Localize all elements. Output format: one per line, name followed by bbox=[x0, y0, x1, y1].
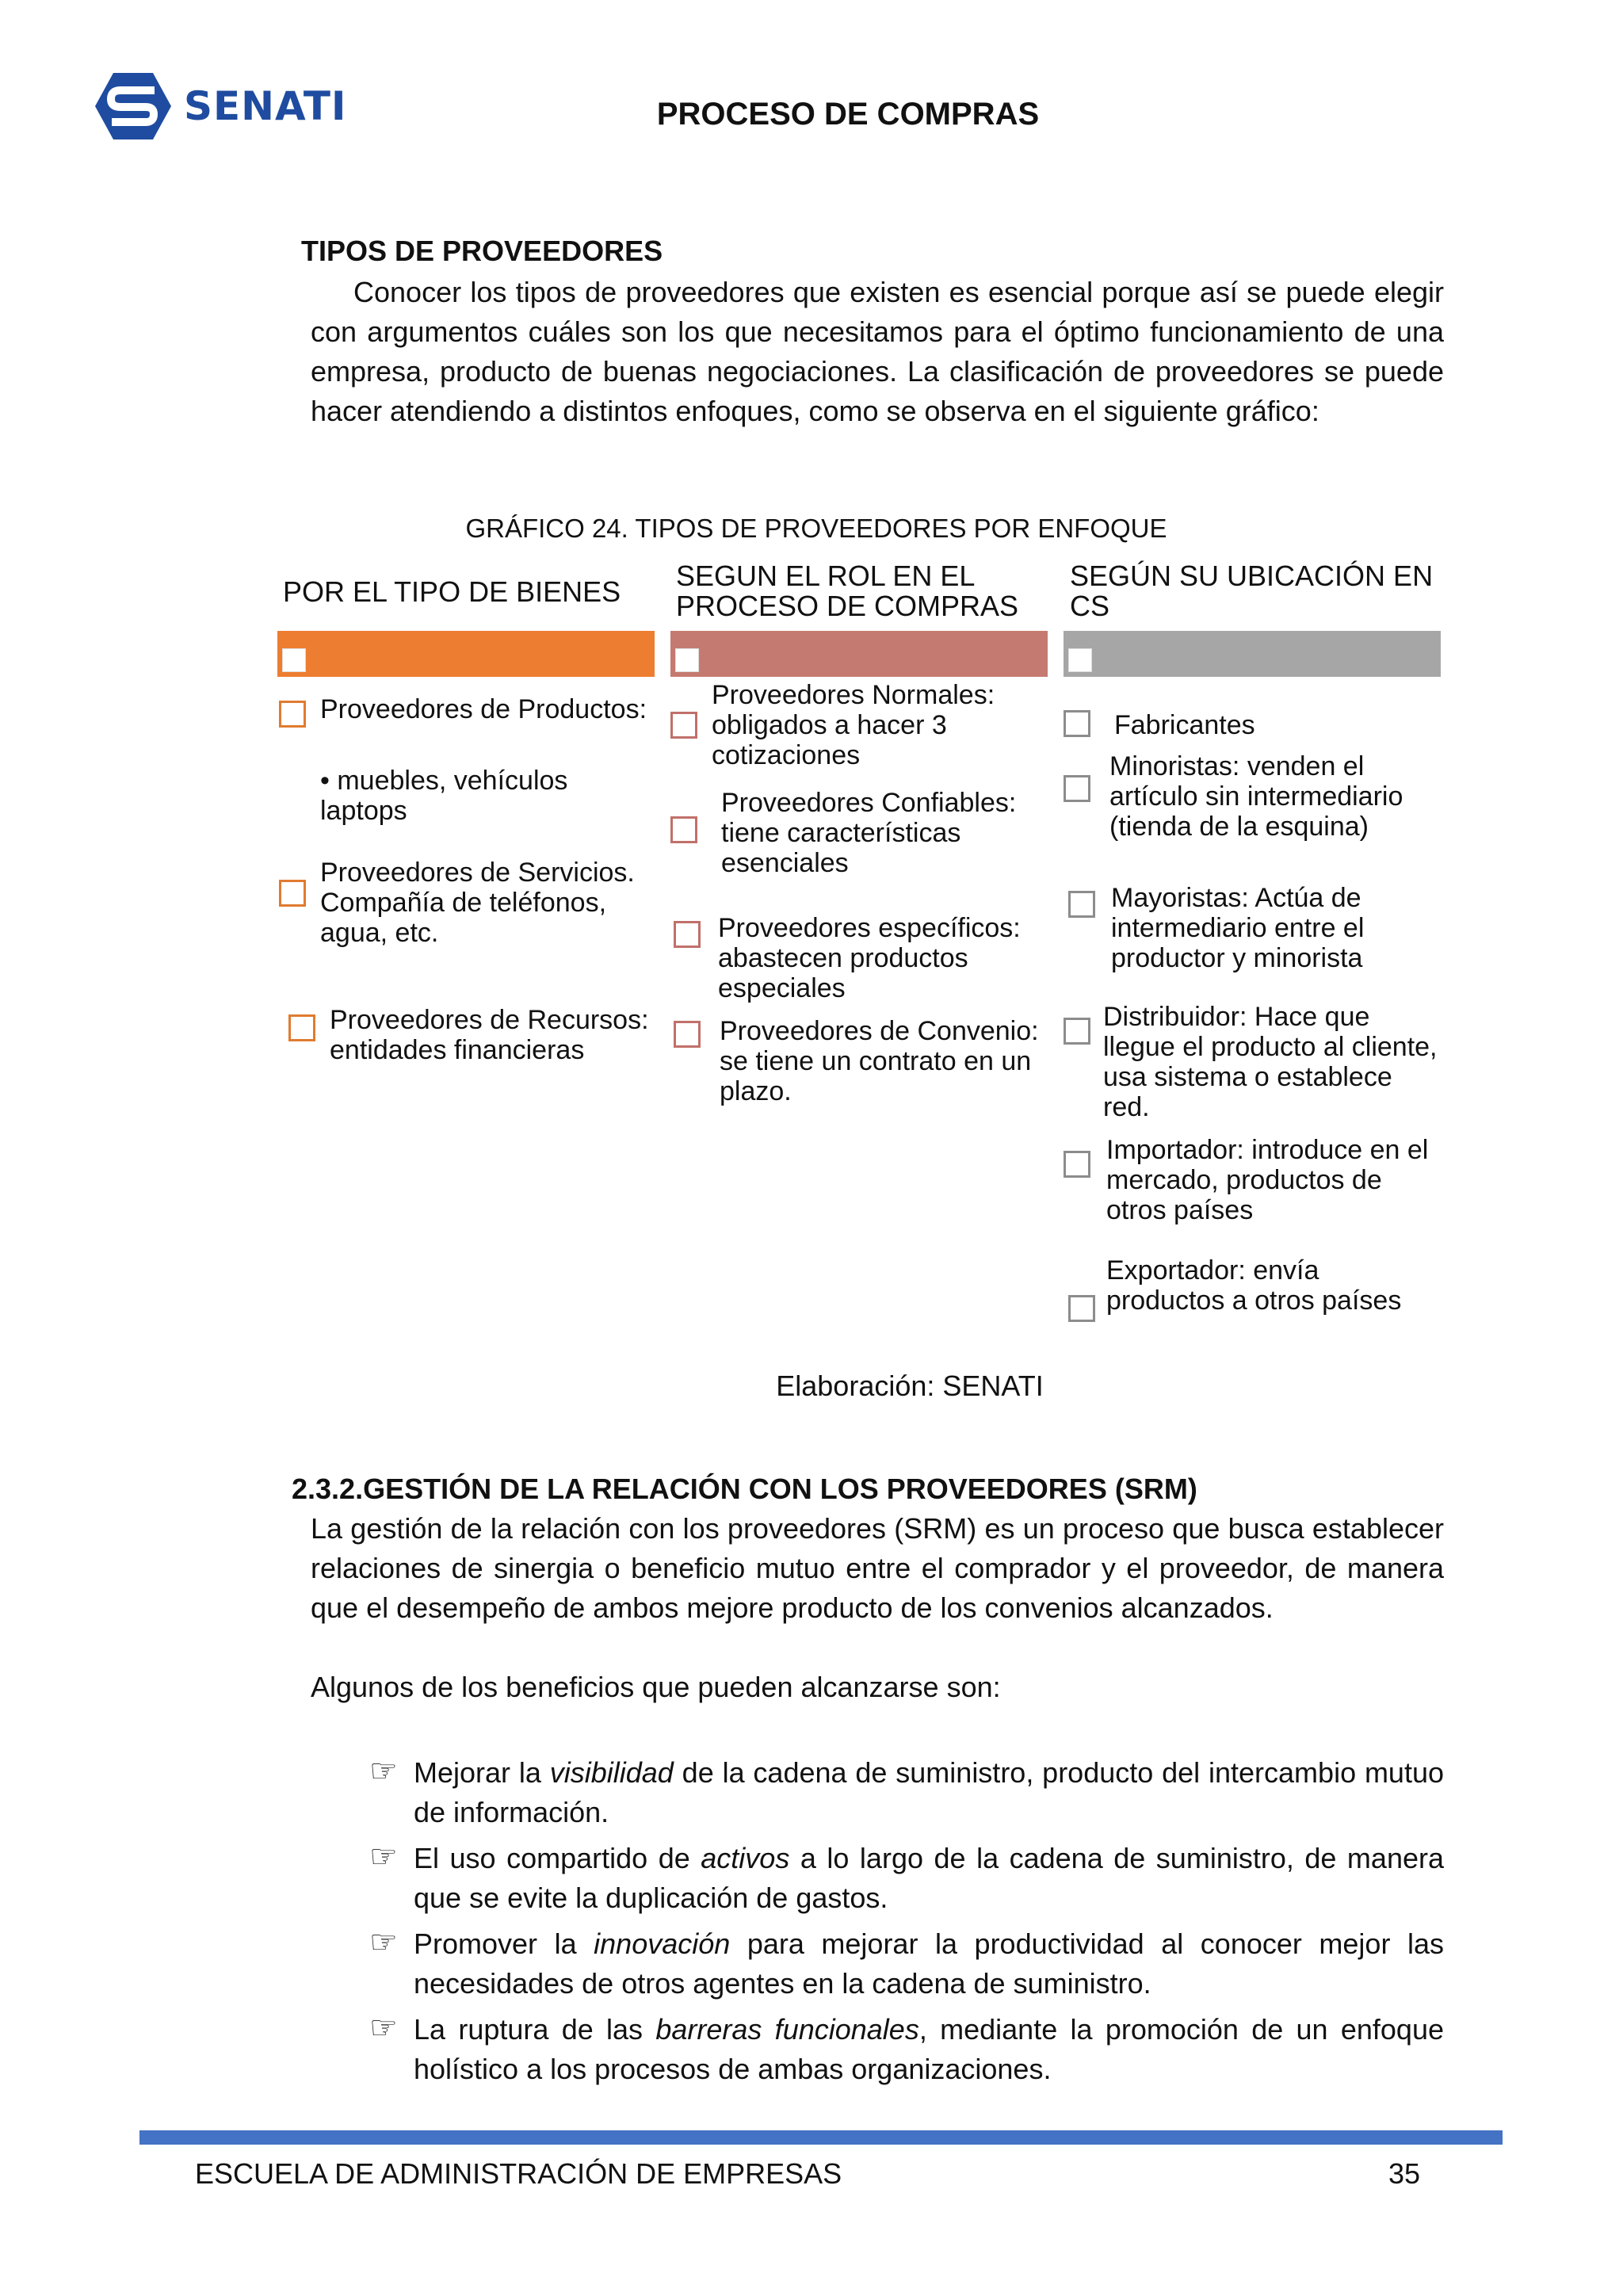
checkbox-icon bbox=[1064, 1018, 1090, 1045]
section-heading-tipos: TIPOS DE PROVEEDORES bbox=[301, 235, 663, 267]
list-item: Proveedores Normales: obligados a hacer 3 cotizaciones bbox=[670, 680, 1048, 770]
category-bar-orange bbox=[277, 631, 655, 677]
checkbox-icon bbox=[279, 701, 306, 728]
pointing-hand-icon: ☞ bbox=[369, 1839, 398, 1874]
list-item: Mayoristas: Actúa de intermediario entre el productor y minorista bbox=[1068, 883, 1441, 973]
document-title: PROCESO DE COMPRAS bbox=[656, 97, 1040, 132]
checkbox-icon bbox=[1064, 1151, 1090, 1178]
section-heading-srm: 2.3.2.GESTIÓN DE LA RELACIÓN CON LOS PROVEEDORES (SRM) bbox=[292, 1473, 1197, 1505]
list-item: Distribuidor: Hace que llegue el producto al cliente, usa sistema o establece red. bbox=[1064, 1002, 1441, 1122]
checkbox-icon bbox=[670, 712, 697, 739]
pointing-hand-icon: ☞ bbox=[369, 1925, 398, 1960]
list-item: Proveedores de Servicios. Compañía de teléfonos, agua, etc. bbox=[279, 858, 651, 948]
list-item: Exportador: envía productos a otros países bbox=[1068, 1255, 1441, 1322]
checkbox-icon bbox=[674, 1021, 701, 1048]
list-item: ☞ La ruptura de las barreras funcionales, mediante la promoción de un enfoque holístico a los procesos de ambas organizaciones. bbox=[369, 2010, 1444, 2089]
checkbox-icon bbox=[674, 921, 701, 948]
list-item: ☞ El uso compartido de activos a lo largo de la cadena de suministro, de manera que se evite la duplicación de gastos. bbox=[369, 1839, 1444, 1918]
benefits-list bbox=[369, 1753, 1444, 2095]
category-bar-rose bbox=[670, 631, 1048, 677]
section-paragraph-srm: La gestión de la relación con los proveedores (SRM) es un proceso que busca establecer relaciones de sinergia o beneficio mutuo entre el comprador y el proveedor, de manera que el desempeño de ambos mejore producto de los convenios alcanzados. bbox=[311, 1512, 1444, 1624]
checkbox-icon bbox=[670, 816, 697, 843]
checkbox-icon bbox=[1064, 710, 1090, 737]
column-heading-rol: SEGUN EL ROL EN EL PROCESO DE COMPRAS bbox=[676, 560, 1019, 622]
checkbox-icon bbox=[1064, 775, 1090, 802]
bar-checkbox-icon bbox=[282, 648, 306, 672]
graphic-caption: GRÁFICO 24. TIPOS DE PROVEEDORES POR ENFOQUE bbox=[465, 514, 1167, 543]
list-item: ☞ Promover la innovación para mejorar la productividad al conocer mejor las necesidades de otros agentes en la cadena de suministro. bbox=[369, 1924, 1444, 2004]
column-heading-bienes: POR EL TIPO DE BIENES bbox=[283, 575, 621, 608]
list-item: Proveedores específicos: abastecen productos especiales bbox=[674, 913, 1048, 1003]
checkbox-icon bbox=[279, 880, 306, 907]
checkbox-icon bbox=[1068, 891, 1095, 918]
section-paragraph-tipos: Conocer los tipos de proveedores que existen es esencial porque así se puede elegir con argumentos cuáles son los que necesitamos para el óptimo funcionamiento de una empresa, producto de buenas negociaciones. La clasificación de proveedores se puede hacer atendiendo a distintos enfoques, como se observa en el siguiente gráfico: bbox=[311, 276, 1444, 427]
bullet-icon: • bbox=[320, 766, 338, 796]
page-number: 35 bbox=[1388, 2157, 1421, 2190]
list-item: Importador: introduce en el mercado, productos de otros países bbox=[1064, 1135, 1441, 1225]
list-item: Proveedores de Recursos: entidades financieras bbox=[288, 1005, 653, 1065]
sub-bullet-item: • muebles, vehículos laptops bbox=[320, 766, 568, 826]
list-item: Proveedores de Productos: bbox=[279, 694, 651, 728]
bar-checkbox-icon bbox=[1068, 648, 1092, 672]
graphic-source: Elaboración: SENATI bbox=[776, 1370, 1044, 1402]
category-bar-gray bbox=[1064, 631, 1441, 677]
list-item: Minoristas: venden el artículo sin intermediario (tienda de la esquina) bbox=[1064, 751, 1441, 842]
pointing-hand-icon: ☞ bbox=[369, 2011, 398, 2046]
list-item: Proveedores Confiables: tiene características esenciales bbox=[670, 788, 1048, 878]
logo-text: SENATI bbox=[184, 83, 347, 129]
footer-divider bbox=[139, 2130, 1503, 2145]
list-item: Proveedores de Convenio: se tiene un contrato en un plazo. bbox=[674, 1016, 1048, 1106]
list-item: ☞ Mejorar la visibilidad de la cadena de suministro, producto del intercambio mutuo de información. bbox=[369, 1753, 1444, 1832]
bar-checkbox-icon bbox=[675, 648, 699, 672]
checkbox-icon bbox=[1068, 1295, 1095, 1322]
list-item: Fabricantes bbox=[1064, 710, 1441, 740]
pointing-hand-icon: ☞ bbox=[369, 1754, 398, 1789]
benefits-intro: Algunos de los beneficios que pueden alcanzarse son: bbox=[311, 1671, 1001, 1703]
checkbox-icon bbox=[288, 1014, 315, 1041]
footer-school: ESCUELA DE ADMINISTRACIÓN DE EMPRESAS bbox=[195, 2157, 842, 2190]
column-heading-ubicacion: SEGÚN SU UBICACIÓN EN CS bbox=[1070, 560, 1434, 622]
